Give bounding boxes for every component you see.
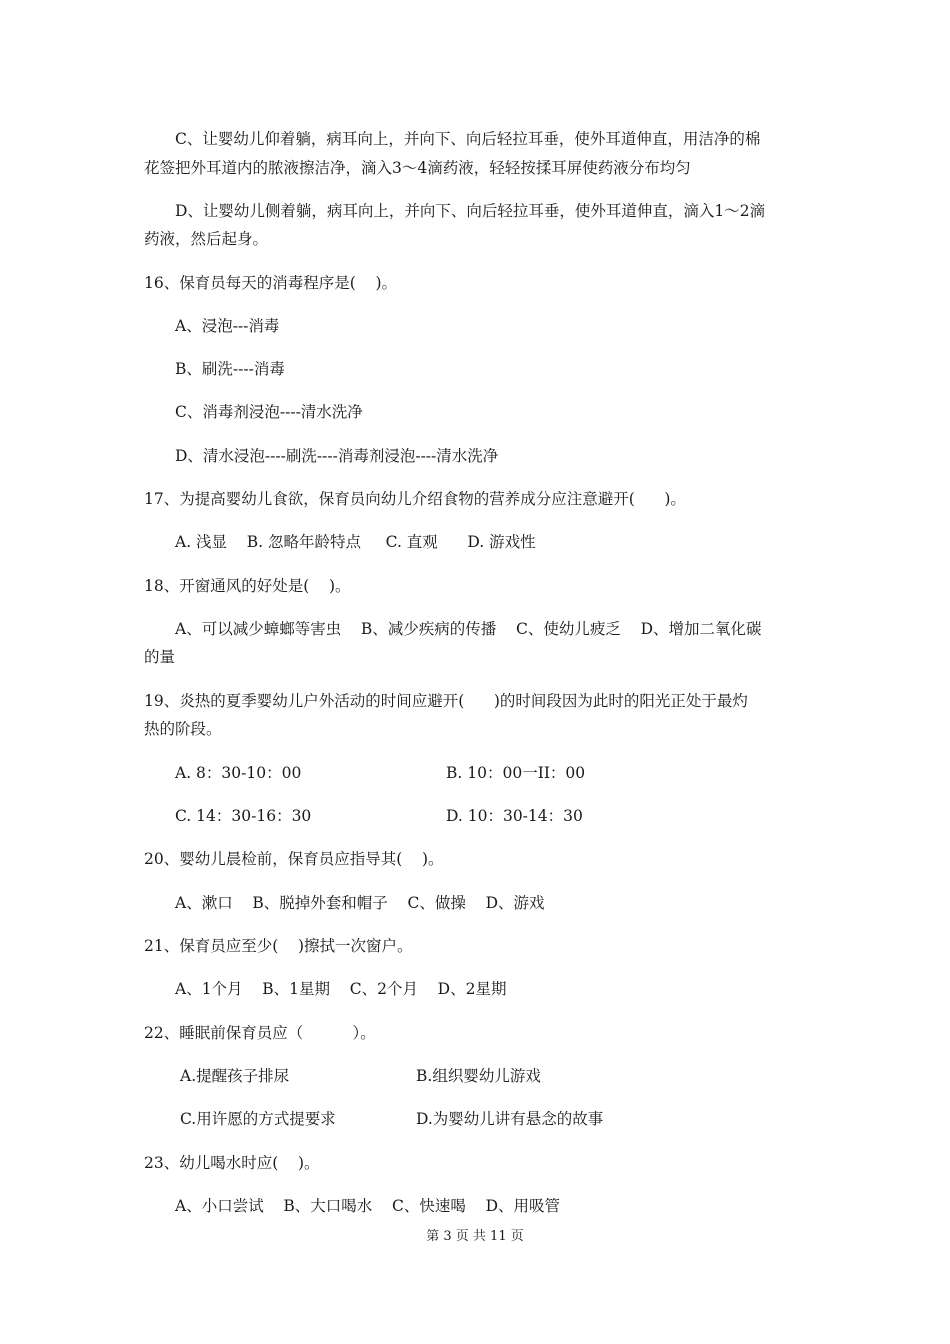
q22-option-b: B.组织婴幼儿游戏: [416, 1067, 541, 1085]
q15-option-d-line2: 药液，然后起身。: [144, 230, 269, 248]
q18-options-line2: 的量: [144, 648, 176, 666]
page-footer: 第 3 页 共 11 页: [426, 1229, 524, 1244]
q15-option-c-line1: C、让婴幼儿仰着躺，病耳向上，并向下、向后轻拉耳垂，使外耳道伸直，用洁净的棉: [175, 130, 761, 148]
q16-option-c: C、消毒剂浸泡----清水洗净: [175, 403, 363, 421]
q16-stem: 16、保育员每天的消毒程序是( )。: [144, 274, 398, 292]
q16-option-d: D、清水浸泡----刷洗----消毒剂浸泡----清水洗净: [175, 447, 499, 465]
q22-option-c: C.用许愿的方式提要求: [180, 1110, 336, 1128]
q20-stem: 20、婴幼儿晨检前，保育员应指导其( )。: [144, 850, 444, 868]
q22-option-a: A.提醒孩子排尿: [180, 1067, 290, 1085]
q19-stem-line1: 19、炎热的夏季婴幼儿户外活动的时间应避开( )的时间段因为此时的阳光正处于最灼: [144, 692, 748, 710]
q22-option-d: D.为婴幼儿讲有悬念的故事: [416, 1110, 604, 1128]
q21-stem: 21、保育员应至少( )擦拭一次窗户。: [144, 937, 413, 955]
q18-options-line1: A、可以减少蟑螂等害虫 B、减少疾病的传播 C、使幼儿疲乏 D、增加二氧化碳: [175, 620, 762, 638]
q18-stem: 18、开窗通风的好处是( )。: [144, 577, 351, 595]
q22-stem: 22、睡眠前保育员应（ ）。: [144, 1024, 376, 1042]
q15-option-d-line1: D、让婴幼儿侧着躺，病耳向上，并向下、向后轻拉耳垂，使外耳道伸直，滴入1～2滴: [175, 202, 766, 220]
q19-option-d: D. 10：30-14：30: [446, 807, 583, 825]
q17-stem: 17、为提高婴幼儿食欲，保育员向幼儿介绍食物的营养成分应注意避开( )。: [144, 490, 686, 508]
q17-options: A. 浅显 B. 忽略年龄特点 C. 直观 D. 游戏性: [175, 533, 536, 551]
q21-options: A、1个月 B、1星期 C、2个月 D、2星期: [175, 980, 507, 998]
q19-stem-line2: 热的阶段。: [144, 720, 222, 738]
q16-option-a: A、浸泡---消毒: [175, 317, 280, 335]
q19-option-a: A. 8：30-10：00: [175, 764, 302, 782]
q15-option-c-line2: 花签把外耳道内的脓液擦洁净，滴入3～4滴药液，轻轻按揉耳屏使药液分布均匀: [144, 159, 691, 177]
q19-option-c: C. 14：30-16：30: [175, 807, 312, 825]
q20-options: A、漱口 B、脱掉外套和帽子 C、做操 D、游戏: [175, 894, 545, 912]
q16-option-b: B、刷洗----消毒: [175, 360, 285, 378]
q19-option-b: B. 10：00一II：00: [446, 764, 586, 782]
q23-stem: 23、幼儿喝水时应( )。: [144, 1154, 320, 1172]
q23-options: A、小口尝试 B、大口喝水 C、快速喝 D、用吸管: [175, 1197, 560, 1215]
